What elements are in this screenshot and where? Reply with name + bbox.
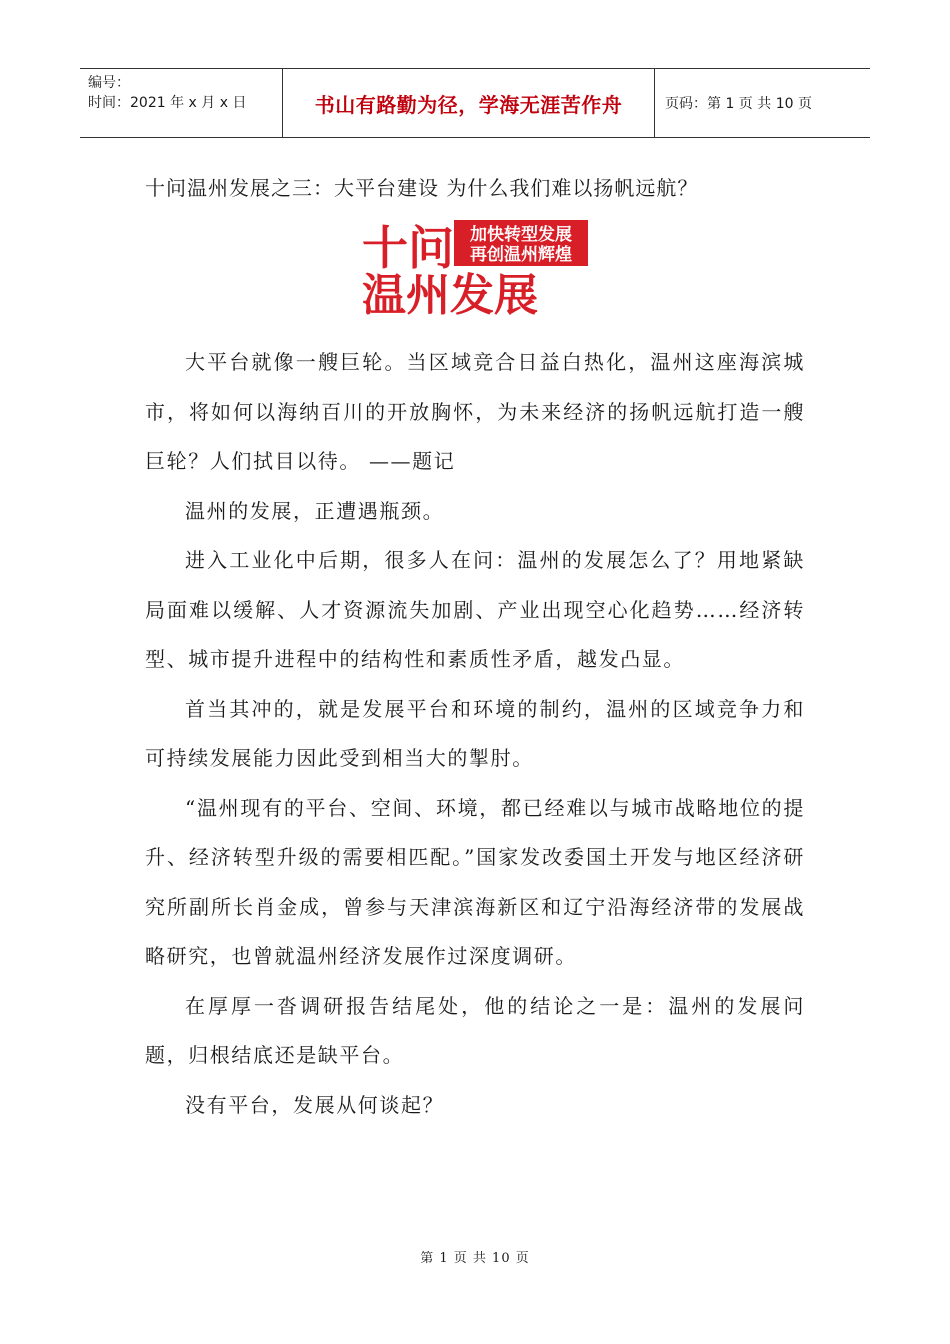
paragraph: 大平台就像一艘巨轮。当区域竞合日益白热化，温州这座海滨城市，将如何以海纳百川的开放胸怀，为未来经济的扬帆远航打造一艘巨轮？人们拭目以待。 ——题记	[145, 350, 805, 473]
page-label: 页码：第 1 页 共 10 页	[665, 96, 812, 112]
motto-text: 书山有路勤为径，学海无涯苦作舟	[314, 92, 623, 117]
header-meta	[80, 69, 283, 137]
paragraph: 没有平台，发展从何谈起？	[185, 1092, 445, 1117]
paragraph: 首当其冲的，就是发展平台和环境的制约，温州的区域竞争力和可持续发展能力因此受到相当大的掣肘。	[145, 696, 805, 770]
paragraph: 进入工业化中后期，很多人在问：温州的发展怎么了？用地紧缺局面难以缓解、人才资源流失加剧、产业出现空心化趋势……经济转型、城市提升进程中的结构性和素质性矛盾，越发凸显。	[145, 548, 805, 671]
ten-questions-logo	[360, 216, 592, 316]
number-label: 编号：	[88, 75, 130, 91]
logo-big-text-2: 温州发展	[362, 270, 538, 316]
article-body	[145, 338, 805, 1130]
paragraph: 在厚厚一沓调研报告结尾处，他的结论之一是：温州的发展问题，归根结底还是缺平台。	[145, 993, 805, 1067]
paragraph: 温州的发展，正遭遇瓶颈。	[185, 498, 445, 523]
time-label: 时间：2021 年 x 月 x 日	[88, 95, 247, 111]
header-page-cell	[655, 69, 870, 137]
logo-big-text-1: 十问	[362, 221, 454, 275]
paragraph: “温州现有的平台、空间、环境，都已经难以与城市战略地位的提升、经济转型升级的需要相匹配。”国家发改委国土开发与地区经济研究所副所长肖金成，曾参与天津滨海新区和辽宁沿海经济带的发展战略研究，也曾就温州经济发展作过深度调研。	[145, 795, 805, 968]
page-footer: 第 1 页 共 10 页	[420, 1251, 530, 1266]
document-header	[80, 68, 870, 138]
header-motto-cell	[283, 69, 655, 137]
logo-banner-line-2: 再创温州辉煌	[470, 245, 572, 265]
article-title: 十问温州发展之三：大平台建设 为什么我们难以扬帆远航？	[145, 176, 699, 200]
logo-banner-line-1: 加快转型发展	[470, 225, 572, 245]
